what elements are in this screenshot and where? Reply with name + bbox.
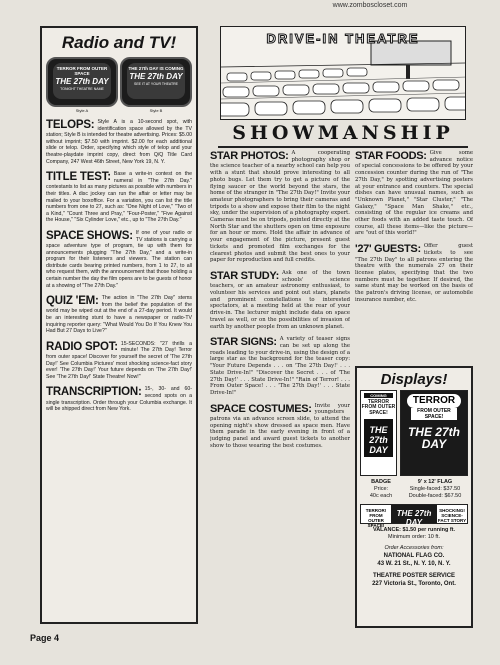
section-body: A cooperating photography shop or the science teacher of a nearby school can help you with a stunt that should prove interesting to all photo bugs. Let them try to get a picture of the flying saucer or the world beyond the stars, the home of the stranger in "The 27th Day!" Invite your amateur photographers to bring their cameras and tripods to a show and expose their film to the night sky, under the supervision of a photography expert. Cameras must be on tripods, pointed directly at the North Star and the shutters open on time exposure for an hour or more. Hold the affair in advance of your engagement of the picture, present guest tickets and promoted film exchanges for the clearest photos and submit the best ones to your paper for reproduction and full credits. (210, 150, 350, 264)
poster-coming: COMING (364, 393, 393, 398)
section-quiz-em (46, 295, 192, 335)
section-body: The action in "The 27th Day" stems from the belief the population of the world may be wiped out at the end of a 27-day period. It would be an interesting stunt to have a newspaper or radio-TV inquiring reporter query: "What Would You Do If You Knew You Had But 27 Days to Live?" (46, 295, 192, 335)
section-heading: STAR PHOTOS: (210, 150, 289, 162)
watermark-url: www.zomboscloset.com (332, 2, 408, 9)
section-body: Give some advance notice of special concessions to be offered by your concession counter during the run of "The 27th Day," by spotting advertising posters at your entrance and counters. The special dishes can have unusual names, such as "Unknown Planet," "Star Cluster," "The Galaxy," "Space Man Shake," etc., consisting of the regular ice creams and other foods with an added taste touch. Of course, all these items—like the picture—are "out of this world!" (355, 150, 473, 237)
flag-pricing (402, 479, 468, 500)
valance-banner (360, 504, 468, 528)
showmanship-heading: SHOWMANSHIP (232, 122, 454, 144)
section-body: 15-, 30- and 60-second spots on a single transcription. Order through your Columbia exchange. It will be shipped direct from New York. (46, 386, 192, 413)
tv-b-line1: THE 27th DAY IS COMING (128, 66, 184, 71)
tv-b-line3: SEE IT AT YOUR THEATRE (134, 82, 178, 86)
tv-telop-row (46, 57, 192, 113)
section-body: Style A is a 10-second spot, with identification space allowed by the TV station; Style B is intended for theatre advertising. Prices: $5.00 without imprint; $7.50 with imprint. $2.00 for each additional slide or telop. Order, specifying which style of telop and your theatre-playdate imprint copy, direct from Q/Q Title Card Company, 247 West 46th Street, New York 19, N. Y. (46, 119, 192, 165)
section-heading: TITLE TEST: (46, 171, 111, 184)
section-27-guests (355, 243, 473, 303)
poster-terror-text: TERROR FROM OUTER SPACE! (361, 399, 396, 416)
showmanship-right-column (355, 150, 473, 365)
national-flag-co: NATIONAL FLAG CO. (383, 553, 445, 559)
flag-single-price: Single-faced: $37.50 (409, 486, 461, 492)
section-space-shows (46, 230, 192, 289)
badge-label: BADGE (371, 479, 391, 485)
section-transcription (46, 386, 192, 412)
tv-screen (53, 63, 111, 99)
section-heading: STAR SIGNS: (210, 336, 277, 349)
section-title-test (46, 171, 192, 224)
tv-style-a (46, 57, 118, 113)
flag-label: 9' x 12' FLAG (417, 479, 453, 485)
section-telops (46, 119, 192, 165)
section-space-costumes (210, 403, 350, 450)
drive-in-banner (220, 26, 466, 120)
section-heading: RADIO SPOT: (46, 340, 118, 353)
valance-center: THE 27th DAY (396, 509, 432, 527)
tv-set-icon (46, 57, 118, 107)
section-heading: TELOPS: (46, 119, 95, 131)
valance-left: TERROR! FROM OUTER SPACE! (361, 505, 391, 523)
flag-poster (400, 390, 468, 476)
theatre-poster-address: 227 Victoria St., Toronto, Ont. (372, 581, 456, 587)
flag-terror: TERROR (407, 394, 461, 408)
section-body: 15-SECONDS: "27 thrills a minute! The 27th Day! Terror from outer space! Discover for yourself the secret of 'The 27th Day!' See Columbia Pictures' most shocking science-fact story ever! 'The 27th Day!' Your future depends on 'The 27th Day!' See 'The 27th Day!' State Theatre! Now!" (46, 340, 192, 380)
flag-double-price: Double-faced: $67.50 (408, 493, 462, 499)
tv-screen (127, 63, 185, 99)
displays-box (355, 366, 473, 628)
radio-tv-column (40, 26, 198, 624)
tv-a-line3: TONIGHT THEATRE NAME (60, 87, 104, 91)
tv-b-style-label: Style B (149, 108, 163, 113)
section-heading: SPACE SHOWS: (46, 229, 133, 242)
section-body: Base a write-in contest on the numeral in "The 27th Day." contestants to list as many pictures as possible with numbers in their titles. A disc jockey can run the affair or letter may be mailed to your boxoffice. For a variation, you can list the title numbers from one to 27, such as: "One Night of Love," "Two of a Kind," "Count Three and Pray," "Four-Poster," "Five Against the House," "Six Cylinder Love," etc., up to "The 27th Day." (46, 171, 192, 224)
valance-price-text: VALANCE: $1.50 per running ft. (372, 527, 456, 533)
tv-b-line2: THE 27th DAY (129, 72, 183, 81)
badge-price-label: Price: (373, 486, 389, 492)
flag-subtitle: FROM OUTER SPACE! (411, 408, 457, 420)
tv-a-line1: TERROR FROM OUTER SPACE (56, 66, 108, 76)
badge-price: 40c each (369, 493, 393, 499)
section-heading: TRANSCRIPTION: (46, 386, 142, 399)
displays-title: Displays! (380, 371, 448, 388)
section-heading: QUIZ 'EM: (46, 295, 99, 308)
valance-minimum: Minimum order: 10 ft. (388, 534, 440, 540)
banner-title: DRIVE-IN THEATRE (266, 31, 420, 46)
valance-price (360, 527, 468, 534)
theatre-poster-service: THEATRE POSTER SERVICE (372, 573, 456, 579)
section-body: Invite your youngsters patrons via an advance screen slide, to attend the opening night's show dressed as space men. Have them parade in the early evening in front of a judging panel and award guest tickets to another show to those wearing the best costumes. (210, 402, 350, 449)
order-note: Order Accessories from: (384, 545, 444, 551)
section-body: A variety of teaser signs can be set up along the roads leading to your drive-in, using the design of a large star as the background for the teaser copy: "Your Future Depends . . . on 'The 27th Day!' . . . State Drive-In!" "Discover the Secret . . . of 'The 27th Day!' . . . State Drive-In!" "Rain of Terror! . . . From Outer Space! . . . 'The 27th Day!' . . . State Drive-In!" (210, 336, 350, 396)
badge-poster (360, 390, 397, 476)
section-star-photos (210, 150, 350, 264)
tv-style-b (120, 57, 192, 113)
divider (218, 146, 468, 148)
section-heading: '27' GUESTS: (355, 243, 421, 256)
section-radio-spot (46, 341, 192, 381)
section-heading: STAR STUDY: (210, 269, 280, 282)
section-heading: SPACE COSTUMES: (210, 402, 312, 415)
price-row (360, 479, 468, 500)
badge-pricing (360, 479, 402, 500)
section-body: Ask one of the town schools' science teachers, or an amateur astronomy enthusiast, to volunteer his services and point out stars, planets and prominent constellations to interested spectators, at a meeting held at the rear of your drive-in. The lecturer might include data on space travel as well, or on the possibilities of invasion of earth by another people from an unknown planet. (210, 269, 350, 330)
section-star-study (210, 270, 350, 330)
valance-right: SHOCKING! SCIENCE-FACT STORY (437, 505, 467, 523)
page-number: Page 4 (30, 633, 60, 643)
section-star-foods (355, 150, 473, 237)
flag-title: THE 27th DAY (407, 425, 460, 451)
tv-a-line2: THE 27th DAY (55, 77, 109, 86)
national-flag-address: 43 W. 21 St., N. Y. 10, N. Y. (377, 561, 451, 567)
radio-tv-title: Radio and TV! (61, 33, 177, 52)
section-star-signs (210, 336, 350, 396)
section-body: If one of your radio or TV stations is carrying a space adventure type of program, tie up with them for announcements plugging "The 27th Day," and a write-in program for their listeners and viewers. The station can distribute cards bearing printed numbers, from 1 to 27, to all who request them, with the announcement that those holding a certain number the day the film opens are to be guests of honor at a showing of "The 27th Day." (46, 229, 192, 289)
section-body: Offer guest tickets to see "The 27th Day" to all patrons entering the theatre with the numerals 27 on their license plates, specifying that the two numbers must be together. If desired, the same stunt may be worked on the basis of the patron's driving license, or automobile insurance number, etc. (355, 243, 473, 303)
poster-title: THE 27th DAY (364, 419, 393, 457)
tv-a-style-label: Style A (75, 108, 89, 113)
tv-set-icon (120, 57, 192, 107)
showmanship-middle-column (210, 150, 350, 635)
section-heading: STAR FOODS: (355, 150, 427, 162)
poster-row (360, 390, 468, 476)
